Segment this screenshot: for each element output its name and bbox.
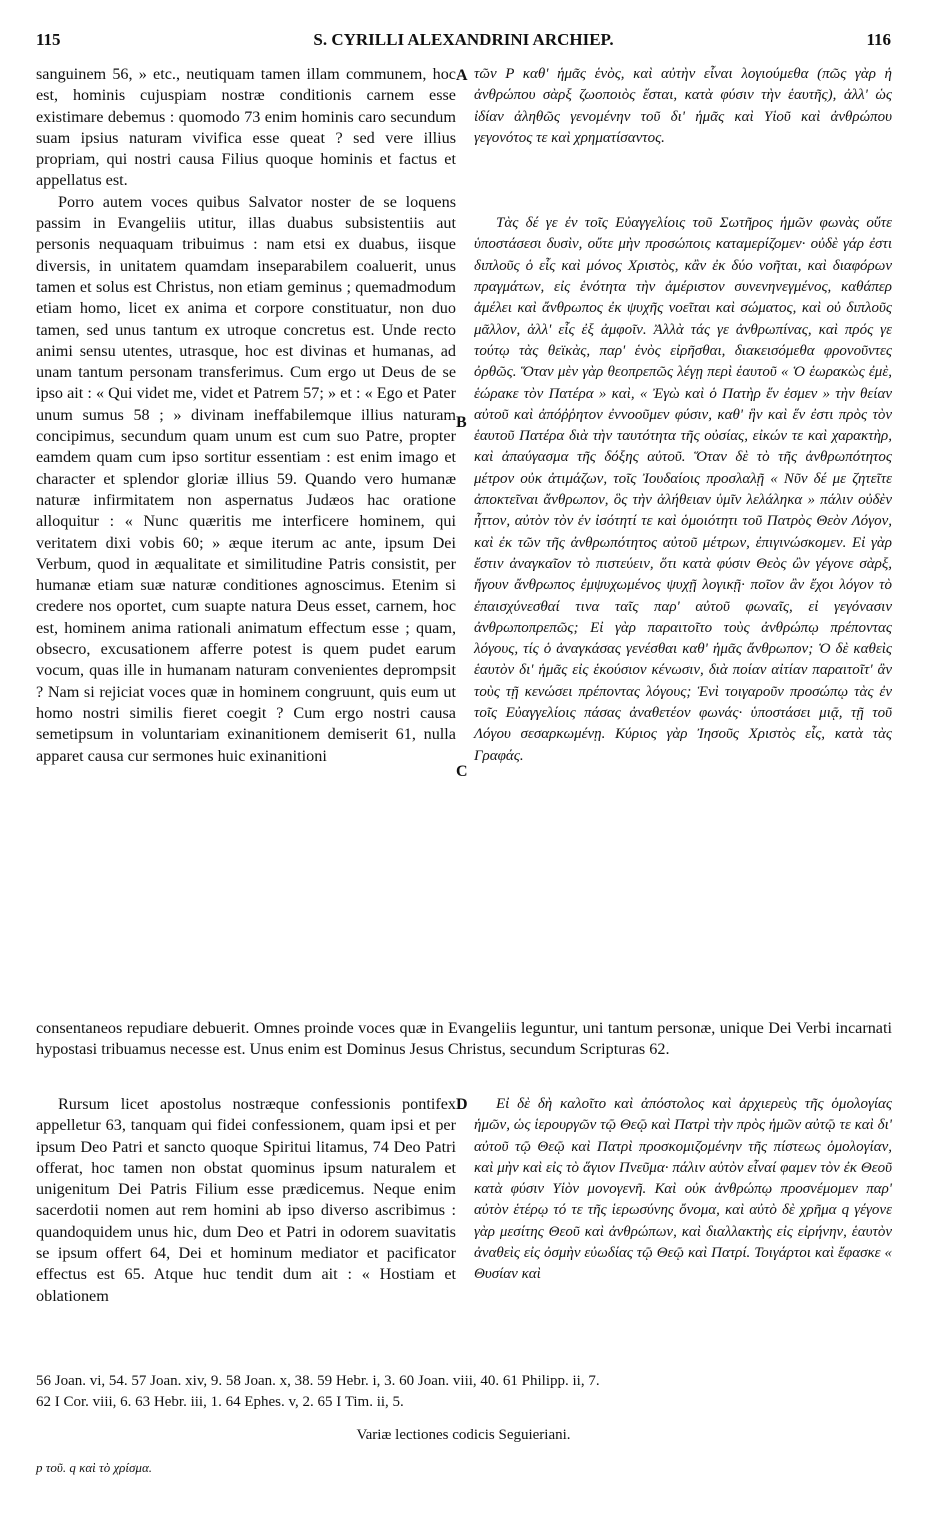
- full-width-text: consentaneos repudiare debuerit. Omnes proinde voces quæ in Evangeliis leguntur, uni tantum personæ, unique Dei Verbi incarnati hypostasi tribuamus necesse est. Unus enim est Dominus Jesus Christus, secundum Scripturas 62.: [36, 1019, 892, 1059]
- latin-column-lower: [36, 1094, 456, 1307]
- footnote-line-2: 62 I Cor. viii, 6. 63 Hebr. iii, 1. 64 Ephes. v, 2. 65 I Tim. ii, 5.: [36, 1394, 404, 1410]
- footnote-line-1: 56 Joan. vi, 54. 57 Joan. xiv, 9. 58 Joan. x, 38. 59 Hebr. i, 3. 60 Joan. viii, 40. 61 Philipp. ii, 7.: [36, 1373, 600, 1389]
- greek-paragraph-2: Τὰς δέ γε ἐν τοῖς Εὐαγγελίοις τοῦ Σωτῆρος ἡμῶν φωνὰς οὔτε ὑποστάσεσι δυσὶν, οὔτε μὴν προσώποις καταμερίζομεν· οὐδὲ γάρ ἐστι διπλοῦς ὁ εἷς καὶ μόνος Χριστὸς, κἂν ἐκ δύο νοῆται, καὶ διαφόρων πραγμάτων, εἰς ἑνότητα τὴν ἀμέριστον συνενηνεγμένος, καθάπερ ἀμέλει καὶ ἄνθρωπος ἐκ ψυχῆς νοεῖται καὶ σώματος, καὶ οὐ διπλοῦς μᾶλλον, ἀλλ' εἷς ἐξ ἀμφοῖν. Ἀλλὰ τάς γε ἀνθρωπίνας, καὶ πρός γε τούτῳ τὰς θεϊκὰς, παρ' ἑνὸς εἰρῆσθαι, διακεισόμεθα φρονοῦντες ὀρθῶς. Ὅταν μὲν γὰρ θεοπρεπῶς λέγῃ περὶ ἑαυτοῦ « Ὁ ἑωρακὼς ἐμὲ, ἑώρακε τὸν Πατέρα » καὶ, « Ἐγὼ καὶ ὁ Πατὴρ ἕν ἐσμεν » τὴν θείαν αὐτοῦ καὶ ἀπόῤῥητον ἐννοοῦμεν φύσιν, καθ' ἣν καὶ ἕν ἐστι πρὸς τὸν ἑαυτοῦ Πατέρα διὰ τὴν ταυτότητα τῆς οὐσίας, εἰκών τε καὶ χαρακτὴρ, καὶ ἀπαύγασμα τῆς δόξης αὐτοῦ. Ὅταν δὲ τὸ τῆς ἀνθρωπότητος μέτρον οὐκ ἀτιμάζων, τοῖς Ἰουδαίοις προσλαλῇ « Νῦν δέ με ζητεῖτε ἀποκτεῖναι ἄνθρωπον, ὃς τὴν ἀλήθειαν ὑμῖν λελάληκα » πάλιν οὐδὲν ἧττον, αὐτὸν τὸν ἐν ἰσότητί τε καὶ ὁμοιότητι τοῦ Πατρὸς Θεὸν Λόγον, καὶ ἐκ τῶν τῆς ἀνθρωπότητος αὐτοῦ μέτρων, ἐπιγινώσκομεν. Εἰ γὰρ ἔστιν ἀναγκαῖον τὸ πιστεύειν, ὅτι κατὰ φύσιν Θεὸς ὢν γέγονε σὰρξ, ἤγουν ἄνθρωπος ἐμψυχωμένος ψυχῇ λογικῇ· ποῖον ἂν ἔχοι λόγον τὸ ἐπαισχύνεσθαί τινα ταῖς παρ' αὐτοῦ φωναῖς, εἰ γεγόνασιν ἀνθρωποπρεπῶς; Εἰ γὰρ παραιτοῖτο τοὺς ἀνθρώπῳ πρέποντας λόγους, τίς ὁ ἀναγκάσας γενέσθαι καθ' ἡμᾶς ἄνθρωπον; Ὁ δὲ καθεὶς ἑαυτὸν δι' ἡμᾶς εἰς ἑκούσιον κένωσιν, διὰ ποίαν αἰτίαν παραιτοῖτ' ἂν τοὺς τῇ κενώσει πρέποντας λόγους; Ἑνὶ τοιγαροῦν προσώπῳ τὰς ἐν τοῖς Εὐαγγελίοις πάσας ἀναθετέον φωνάς· ὑποστάσει μιᾷ, τῇ τοῦ Λόγου σεσαρκωμένῃ. Κύριος γὰρ Ἰησοῦς Χριστὸς εἷς, κατὰ τὰς Γραφάς.: [474, 215, 892, 764]
- page-number-right: 116: [866, 30, 891, 49]
- margin-marker-b: B: [456, 414, 467, 431]
- latin-paragraph-3: Rursum licet apostolus nostræque confessionis pontifex appelletur 63, tanquam qui fidei confessionem, quam ipsi et per ipsum Deo Patri et sancto quoque Spiritui litamus, 74 Deo Patri offerat, hoc tamen non obstat quominus ipsum naturalem et unigenitum Dei Patris Filium esse prædicemus. Neque enim sacerdotii nomen aut rem homini ab ipso diverso ascribimus : quandoquidem unus hic, dum Deo et Patri in odorem suavitatis se ipsum offert 64, Dei et hominum mediator et pacificator effectus est 65. Atque huc tendit dum ait : « Hostiam et oblationem: [36, 1095, 456, 1305]
- variants-heading: Variæ lectiones codicis Seguieriani.: [356, 1427, 571, 1443]
- latin-paragraph-1: sanguinem 56, » etc., neutiquam tamen illam communem, hoc est, hominis cujuspiam nostræ conditionis carnem esse existimare debemus : quomodo 73 enim hominis caro secundum suam ipsius naturam vivifica esse queat ? sed vere illius propriam, qui nostri causa Filius quoque hominis et factus et appellatus est.: [36, 65, 456, 190]
- latin-column: [36, 64, 456, 767]
- greek-column-lower: [474, 1094, 892, 1286]
- running-title: S. CYRILLI ALEXANDRINI ARCHIEP.: [313, 30, 614, 49]
- greek-paragraph-3: Εἰ δὲ δὴ καλοῖτο καὶ ἀπόστολος καὶ ἀρχιερεὺς τῆς ὁμολογίας ἡμῶν, ὡς ἱερουργῶν τῷ Θεῷ καὶ Πατρὶ τὴν πρὸς ἡμῶν αὐτῷ τε καὶ δι' αὐτοῦ τῷ Θεῷ καὶ Πατρὶ προσκομιζομένην τῆς πίστεως ὁμολογίαν, καὶ μὴν καὶ εἰς τὸ ἅγιον Πνεῦμα· πάλιν αὐτὸν εἶναί φαμεν τὸν ἐκ Θεοῦ κατὰ φύσιν Υἱὸν μονογενῆ. Καὶ οὐκ ἀνθρώπῳ προσνέμομεν παρ' αὐτὸν ἑτέρῳ τό τε τῆς ἱερωσύνης ὄνομα, καὶ αὐτὸ δὲ χρῆμα q γέγονε γὰρ μεσίτης Θεοῦ καὶ ἀνθρώπων, καὶ διαλλακτὴς εἰς εἰρήνην, ἑαυτὸν ἀναθεὶς εἰς ὀσμὴν εὐωδίας τῷ Θεῷ καὶ Πατρί. Τοιγάρτοι καὶ ἔφασκε « Θυσίαν καὶ: [474, 1096, 892, 1283]
- latin-paragraph-2: Porro autem voces quibus Salvator noster de se loquens passim in Evangeliis utitur, illas duabus subsistentiis aut personis nequaquam tribuimus : nam etsi ex duabus, iisque diversis, in unitatem quamdam inseparabilem coaluerit, unus tamen et solus est Christus, non etiam geminus ; quemadmodum etiam homo, licet ex anima et corpore constituatur, non duo tamen, sed unus tantum ex utroque concretus est. Unde recto animi sensu utentes, utrasque, hoc est divinas et humanas, ad unam tantum personam transferimus. Cum ergo ut Deus de se ipso ait : « Qui videt me, videt et Patrem 57; » et : « Ego et Pater unum sumus 58 ; » divinam ineffabilemque illius naturam concipimus, secundum quam unum est cum suo Patre, propter eamdem quam cum ipso sortitur essentiam : est enim imago et character et splendor gloriæ illius 59. Quando vero humanæ naturæ infirmitatem non aspernatus Judæos hac oratione alloquitur : « Nunc quæritis me interficere hominem, qui veritatem dixi vobis 60; » æque iterum ac ante, ipsum Dei Verbum, quod in æqualitate et similitudine Patris consistit, per humanæ etiam suæ naturæ conditiones agnoscimus. Etenim si credere nos oportet, cum suapte natura Deus esset, carnem, hoc est, hominem anima rationali animatum effectum esse ; quam, obsecro, excusationem afferre potest is quem pudet earum vocum, quas ille in humanam naturam convenientes deprompsit ? Nam si rejiciat voces quæ in hominem congruunt, quis eum ut homo nostri similis fieret coegit ? Cum ergo nostri causa semetipsum in voluntariam exinanitionem demiserit 61, nulla apparet causa cur sermones huic exinanitioni: [36, 192, 456, 765]
- margin-marker-a: A: [456, 67, 468, 84]
- variants-note: p τοῦ. q καὶ τὸ χρίσμα.: [36, 1460, 153, 1475]
- greek-column: [474, 64, 892, 767]
- margin-marker-c: C: [456, 763, 468, 780]
- greek-paragraph-1: τῶν P καθ' ἡμᾶς ἑνὸς, καὶ αὐτὴν εἶναι λογιούμεθα (πῶς γὰρ ἡ ἀνθρώπου σὰρξ ζωοποιὸς ἔσται, κατὰ φύσιν τὴν ἑαυτῆς), ἀλλ' ὡς ἰδίαν ἀληθῶς γενομένην τοῦ δι' ἡμᾶς καὶ Υἱοῦ καὶ ἀνθρώπου γεγονότος τε καὶ χρηματίσαντος.: [474, 66, 892, 146]
- full-width-paragraph: [36, 1018, 892, 1061]
- page-number-left: 115: [36, 30, 61, 49]
- running-header: [36, 30, 891, 58]
- margin-marker-d: D: [456, 1096, 468, 1113]
